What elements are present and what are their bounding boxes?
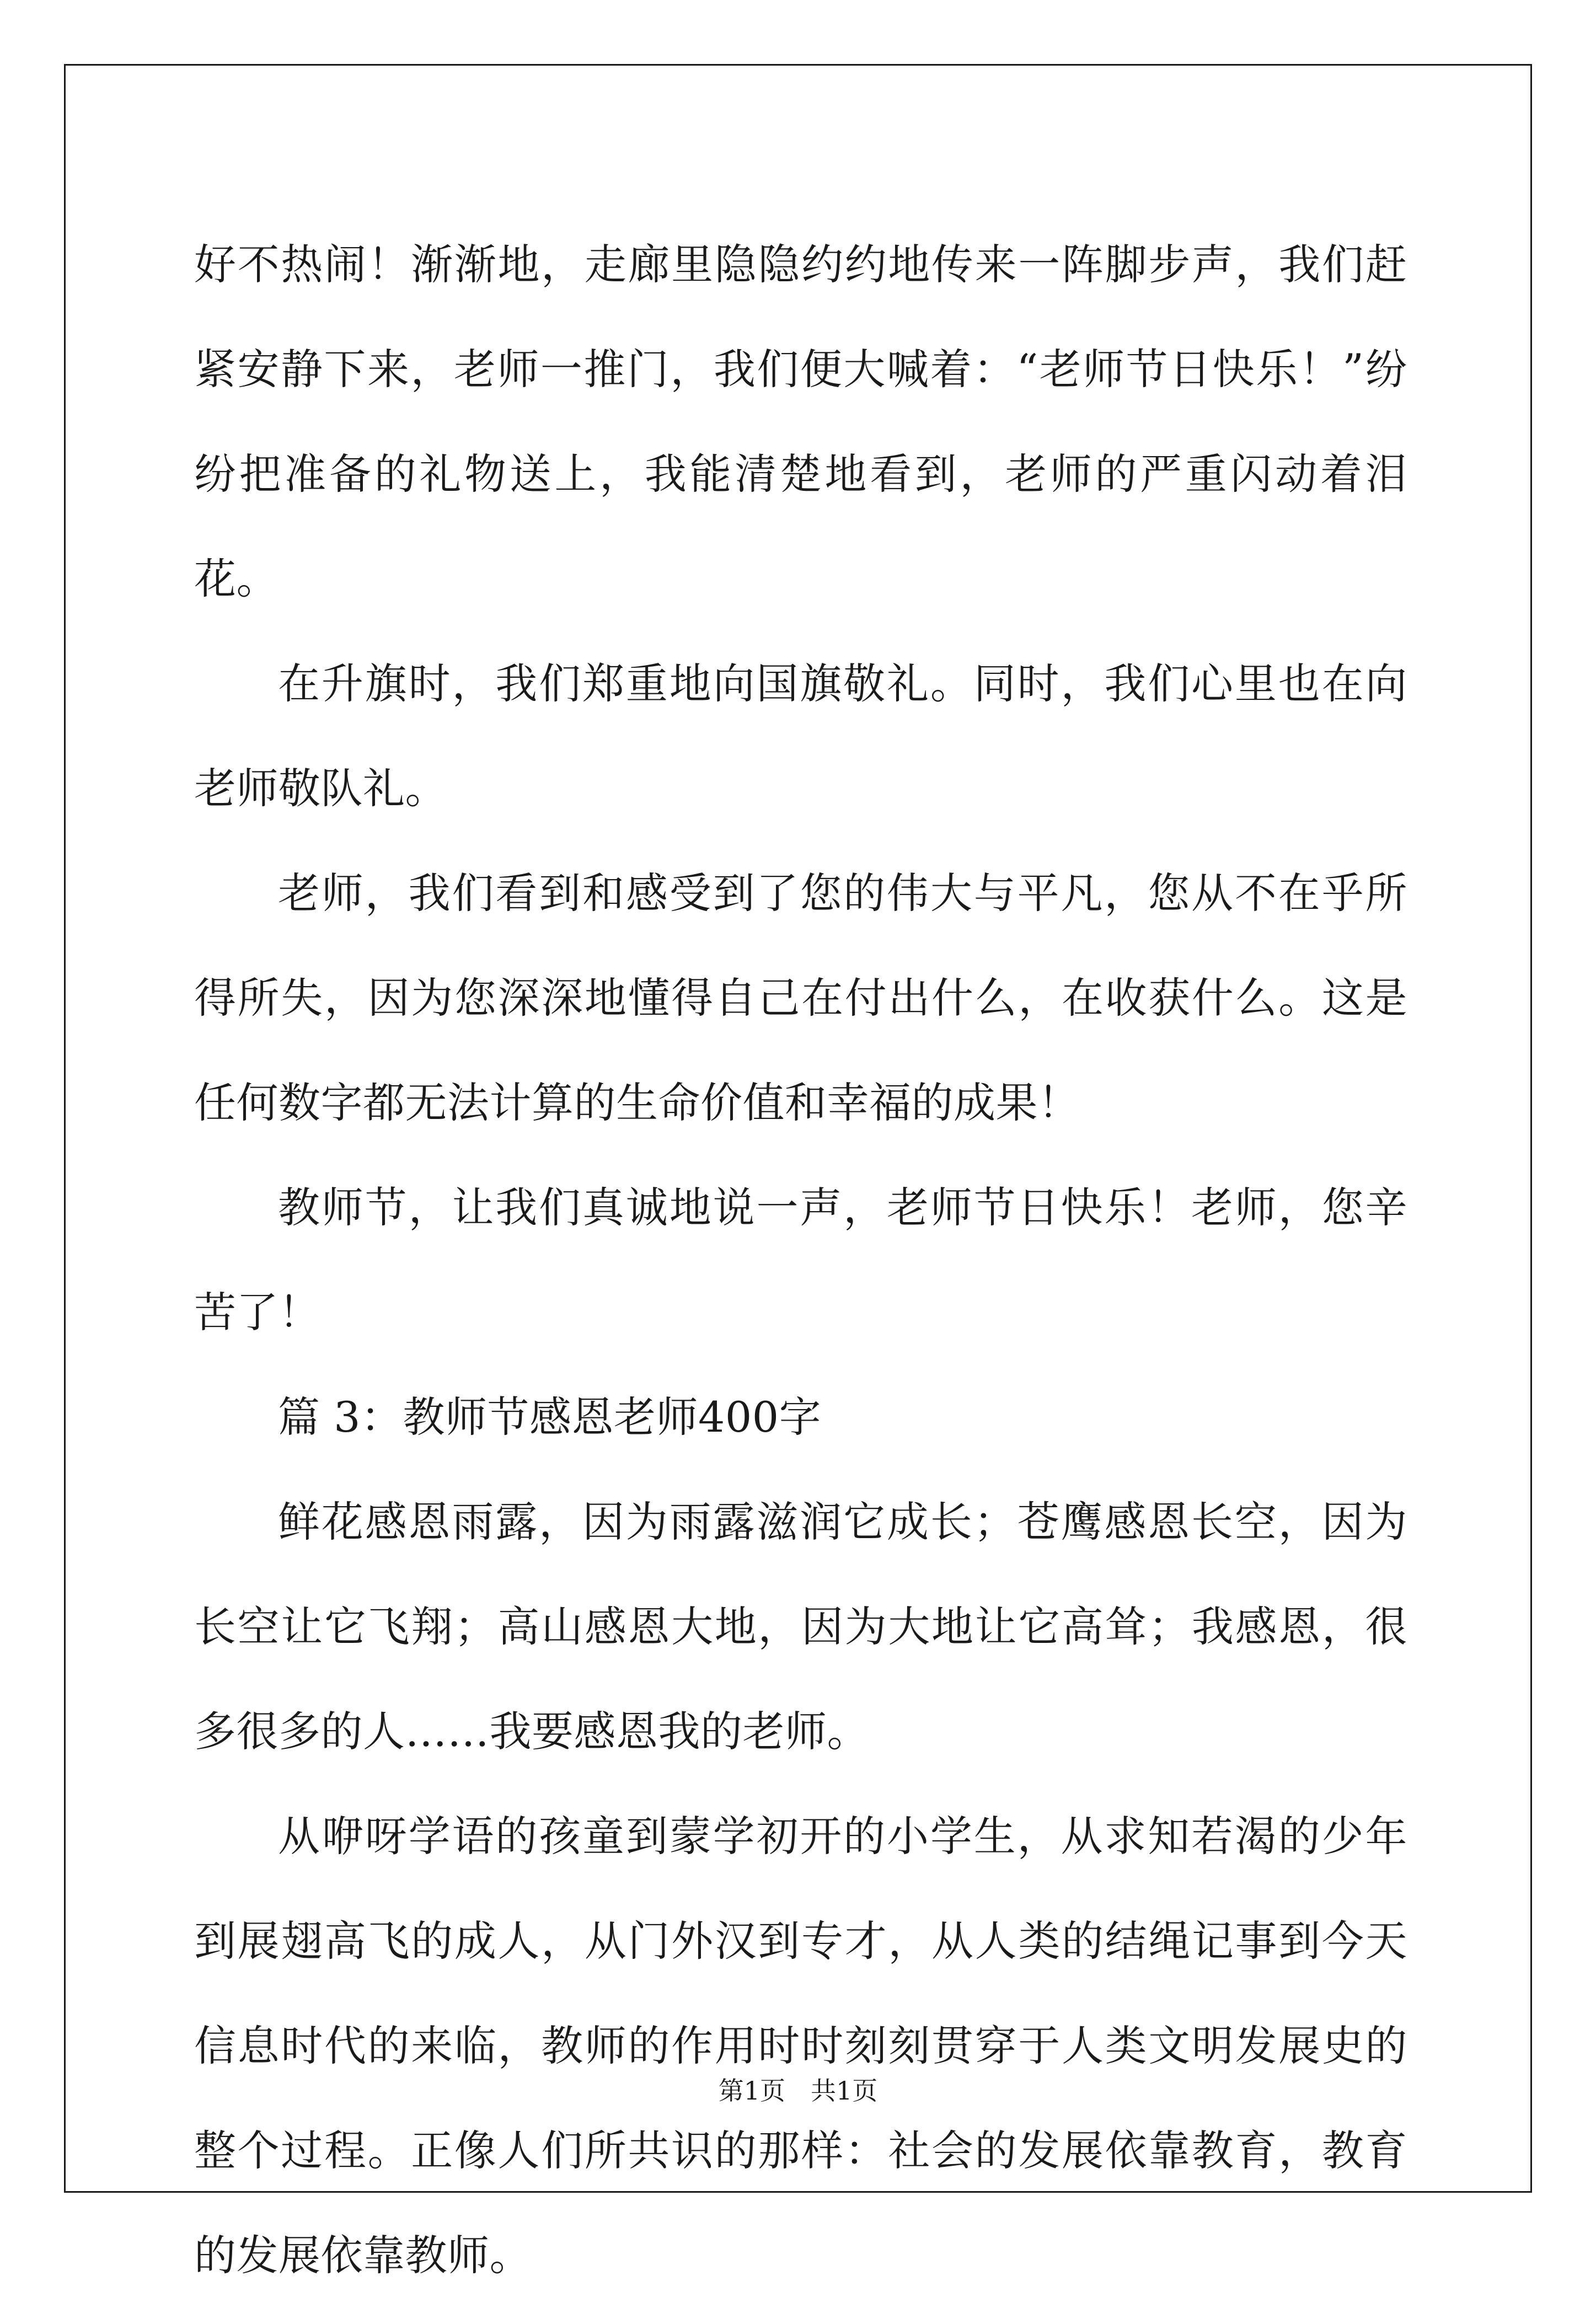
paragraph: 从咿呀学语的孩童到蒙学初开的小学生，从求知若渴的少年到展翅高飞的成人，从门外汉到专才，从人类的结绳记事到今天信息时代的来临，教师的作用时时刻刻贯穿于人类文明发展史的整个过程。正像人们所共识的那样：社会的发展依靠教育，教育的发展依靠教师。 [194,1812,1407,2280]
section-heading: 篇 3：教师节感恩老师400字 [278,1393,822,1442]
document-body [194,212,1407,2308]
paragraph: 老师，我们看到和感受到了您的伟大与平凡，您从不在乎所得所失，因为您深深地懂得自己在付出什么，在收获什么。这是任何数字都无法计算的生命价值和幸福的成果！ [194,869,1407,1127]
paragraph: 鲜花感恩雨露，因为雨露滋润它成长；苍鹰感恩长空，因为长空让它飞翔；高山感恩大地，因为大地让它高耸；我感恩，很多很多的人……我要感恩我的老师。 [194,1497,1407,1756]
page-total: 共1页 [811,2076,878,2106]
page-footer [0,2071,1596,2107]
page-number: 第1页 [718,2076,785,2106]
paragraph: 教师节，让我们真诚地说一声，老师节日快乐！老师，您辛苦了！ [194,1183,1407,1337]
paragraph: 好不热闹！渐渐地，走廊里隐隐约约地传来一阵脚步声，我们赶紧安静下来，老师一推门，我们便大喊着：“老师节日快乐！”纷纷把准备的礼物送上，我能清楚地看到，老师的严重闪动着泪花。 [194,240,1407,603]
paragraph: 在升旗时，我们郑重地向国旗敬礼。同时，我们心里也在向老师敬队礼。 [194,659,1407,813]
